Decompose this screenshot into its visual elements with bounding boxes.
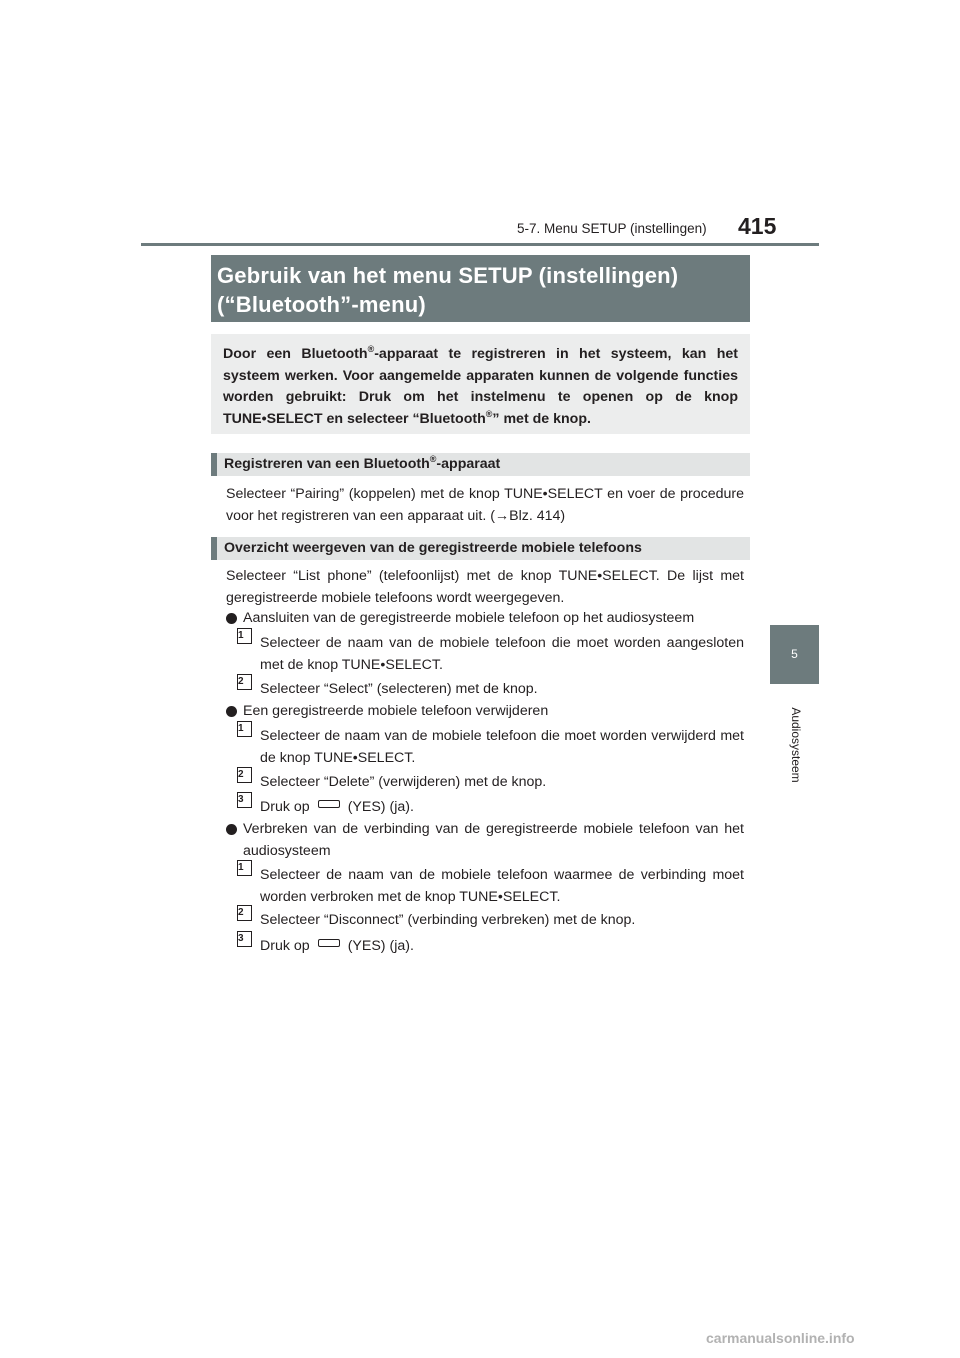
yes-button-icon: [318, 800, 340, 808]
step-number-box: 1: [237, 628, 252, 644]
page-number: 415: [738, 213, 777, 239]
intro-text-part1: Door een Bluetooth: [223, 346, 368, 362]
bullet-text: Verbreken van de verbinding van de geregistreerde mobiele telefoon van het audiosysteem: [243, 821, 744, 859]
step-number-box: 2: [237, 905, 252, 921]
bullet-disconnect: [226, 819, 744, 862]
bullet-text: Een geregistreerde mobiele telefoon verwijderen: [243, 703, 549, 719]
bullet-dot: [226, 824, 237, 835]
yes-button-icon: [318, 939, 340, 947]
step-text-before: Druk op: [260, 938, 310, 954]
bullet-delete: [226, 701, 744, 723]
intro-box: [211, 334, 750, 434]
step-delete-2: [237, 769, 744, 794]
watermark: carmanualsonline.info: [706, 1330, 855, 1346]
step-text: [237, 797, 744, 819]
step-delete-1: [237, 723, 744, 769]
step-disconnect-2: [237, 907, 744, 932]
bullet-connect: [226, 608, 744, 630]
step-connect-1: [237, 630, 744, 676]
registered-mark: ®: [485, 408, 493, 419]
step-number-box: 3: [237, 792, 252, 808]
step-text: Selecteer de naam van de mobiele telefoon waarmee de verbinding moet worden verbroken met de knop TUNE•SELECT.: [260, 867, 744, 905]
chapter-label: [781, 700, 811, 790]
step-disconnect-3: [237, 933, 744, 958]
page-title-line2: (“Bluetooth”-menu): [217, 292, 426, 317]
chapter-tab: 5: [770, 625, 819, 684]
registered-mark: ®: [429, 454, 437, 464]
bullet-text: Aansluiten van de geregistreerde mobiele telefoon op het audiosysteem: [243, 610, 695, 626]
step-connect-2: [237, 676, 744, 701]
step-number-box: 2: [237, 674, 252, 690]
step-delete-3: [237, 794, 744, 819]
step-disconnect-1: [237, 862, 744, 908]
section-heading-part2: -apparaat: [436, 456, 501, 472]
step-text: Selecteer “Select” (selecteren) met de knop.: [260, 681, 538, 697]
step-text: Selecteer “Disconnect” (verbinding verbreken) met de knop.: [260, 912, 636, 928]
chapter-label-text: Audiosysteem: [789, 707, 803, 783]
step-number-box: 3: [237, 931, 252, 947]
header-section-title: 5-7. Menu SETUP (instellingen): [517, 221, 707, 236]
page-title-line1: Gebruik van het menu SETUP (instellingen): [217, 263, 679, 288]
step-text-before: Druk op: [260, 799, 310, 815]
bullet-dot: [226, 706, 237, 717]
step-number-box: 1: [237, 860, 252, 876]
register-paragraph: Selecteer “Pairing” (koppelen) met de knop TUNE•SELECT en voer de procedure voor het registreren van een apparaat uit. (→Blz. 414): [226, 486, 744, 524]
section-heading-register: [211, 453, 750, 476]
step-text: [237, 936, 744, 958]
step-text: Selecteer de naam van de mobiele telefoon die moet worden aangesloten met de knop TUNE•SELECT.: [260, 635, 744, 673]
registered-mark: ®: [367, 344, 375, 354]
header-rule: [141, 243, 819, 246]
step-number-box: 2: [237, 767, 252, 783]
bullet-dot: [226, 613, 237, 624]
intro-text-part2: -apparaat te registreren in het systeem, kan het systeem werken. Voor aangemelde apparaten kunnen de volgende functies worden gebruikt: Druk om het instelmenu te openen op de knop TUNE•SELECT en selecteer “Bluetooth: [223, 346, 739, 427]
step-text: Selecteer de naam van de mobiele telefoon die moet worden verwijderd met de knop TUNE•SELECT.: [260, 728, 744, 766]
step-text-after: (YES) (ja).: [347, 938, 414, 954]
step-text-after: (YES) (ja).: [347, 799, 414, 815]
intro-text-part3: ” met de knop.: [492, 410, 591, 427]
overview-paragraph: Selecteer “List phone” (telefoonlijst) met de knop TUNE•SELECT. De lijst met geregistreerde mobiele telefoons wordt weergegeven.: [226, 568, 744, 606]
step-text: Selecteer “Delete” (verwijderen) met de knop.: [260, 774, 547, 790]
section-heading-part1: Registreren van een Bluetooth: [224, 456, 430, 472]
page-title: [211, 255, 750, 322]
section-heading-overview: Overzicht weergeven van de geregistreerde mobiele telefoons: [211, 537, 750, 560]
intro-text: [223, 344, 738, 430]
step-number-box: 1: [237, 721, 252, 737]
